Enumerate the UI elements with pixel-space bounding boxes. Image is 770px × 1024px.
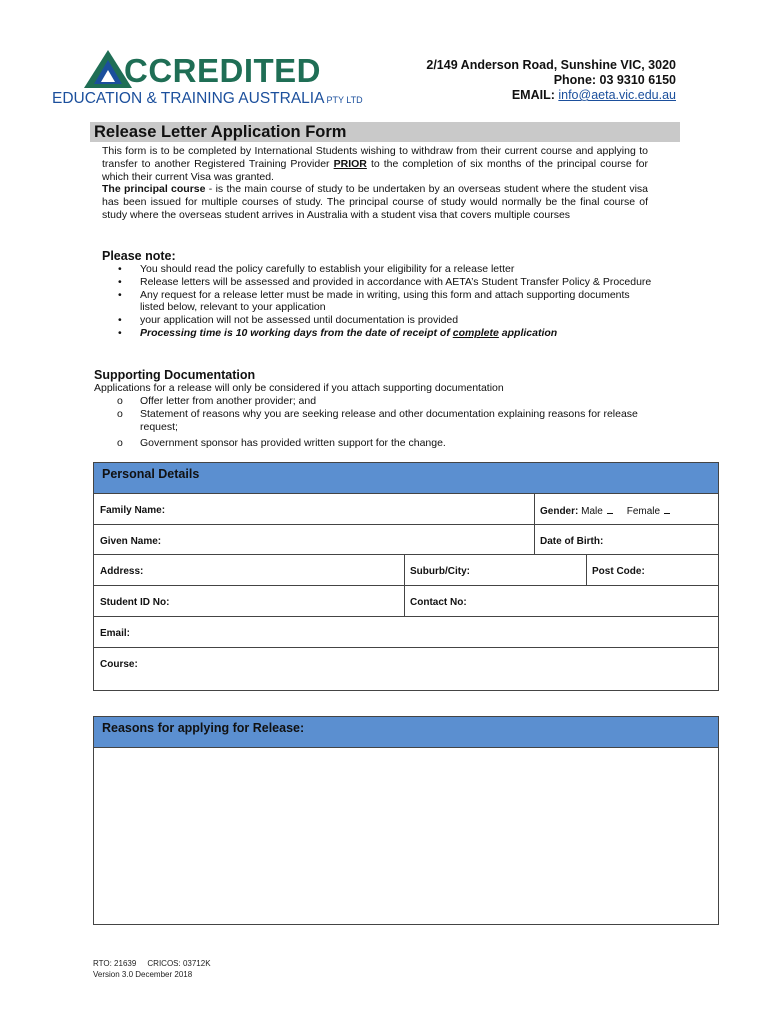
row-address [94,555,718,586]
email-field[interactable]: Email: [100,628,131,639]
address-line: 2/149 Anderson Road, Sunshine VIC, 3020 [426,58,676,72]
personal-details-section [93,462,719,691]
personal-details-header [94,463,718,494]
intro-paragraph-1: This form is to be completed by International Students wishing to withdraw from their current course and applying to transfer to another Registered Training Provider PRIOR to the completion of six months of the principal course for which their current Visa was granted. [102,145,649,183]
row-email [94,617,718,648]
supporting-list [94,395,654,450]
family-name-field[interactable]: Family Name: [100,505,166,516]
email-line: EMAIL: info@aeta.vic.edu.au [511,88,676,102]
address-field[interactable]: Address: [100,566,144,577]
contact-block [426,58,676,103]
male-checkbox[interactable] [607,505,613,514]
logo-subtitle: EDUCATION & TRAINING AUSTRALIA PTY LTD [52,90,363,107]
footer-version: Version 3.0 December 2018 [93,970,193,979]
please-note-list [102,263,657,340]
reasons-heading: Reasons for applying for Release: [102,721,305,735]
note-item: • your application will not be assessed until documentation is provided [102,314,657,327]
note-item: • You should read the policy carefully to establish your eligibility for a release letter [102,263,657,276]
suburb-field[interactable]: Suburb/City: [410,566,470,577]
note-item-processing-time: • Processing time is 10 working days from the date of receipt of complete application [102,327,657,340]
reasons-section [93,716,719,925]
gender-field[interactable]: Gender: Male Female [534,494,718,524]
logo-wordmark: CCREDITED [124,52,322,89]
supporting-item: o Offer letter from another provider; and [94,395,654,408]
reasons-text-area[interactable] [94,748,718,924]
note-item: • Any request for a release letter must be made in writing, using this form and attach supporting documents listed below, relevant to your application [102,289,657,315]
footer [93,958,211,980]
date-of-birth-field[interactable]: Date of Birth: [540,536,604,547]
email-link[interactable]: info@aeta.vic.edu.au [558,88,676,102]
supporting-item: o Government sponsor has provided written support for the change. [94,437,654,450]
supporting-heading: Supporting Documentation [94,368,256,382]
supporting-intro: Applications for a release will only be considered if you attach supporting documentation [94,382,504,394]
please-note-heading: Please note: [102,249,176,263]
row-given-name [94,525,718,555]
female-checkbox[interactable] [664,505,670,514]
form-title-bar [90,122,680,142]
contact-number-field[interactable]: Contact No: [410,597,467,608]
student-id-field[interactable]: Student ID No: [100,597,170,608]
reasons-header [94,717,718,748]
row-course [94,648,718,690]
row-student-id [94,586,718,617]
intro-text [102,145,648,222]
note-item: • Release letters will be assessed and provided in accordance with AETA’s Student Transfer Policy & Procedure [102,276,657,289]
supporting-item: o Statement of reasons why you are seeking release and other documentation explaining reasons for release request; [94,408,654,434]
footer-rto: RTO: 21639 CRICOS: 03712K [93,959,211,968]
form-title: Release Letter Application Form [94,123,347,141]
phone-line: Phone: 03 9310 6150 [553,73,676,87]
intro-paragraph-2: The principal course - is the main course of study to be undertaken by an overseas student where the student visa has been issued for multiple courses of study. The principal course of study would normally be the final course of study where the overseas student arrives in Australia with a student visa that covers multiple courses [102,183,648,221]
post-code-field[interactable]: Post Code: [592,566,645,577]
given-name-field[interactable]: Given Name: [100,536,162,547]
course-field[interactable]: Course: [100,659,138,670]
personal-details-heading: Personal Details [102,467,200,481]
row-family-name [94,494,718,525]
company-logo [52,48,392,110]
